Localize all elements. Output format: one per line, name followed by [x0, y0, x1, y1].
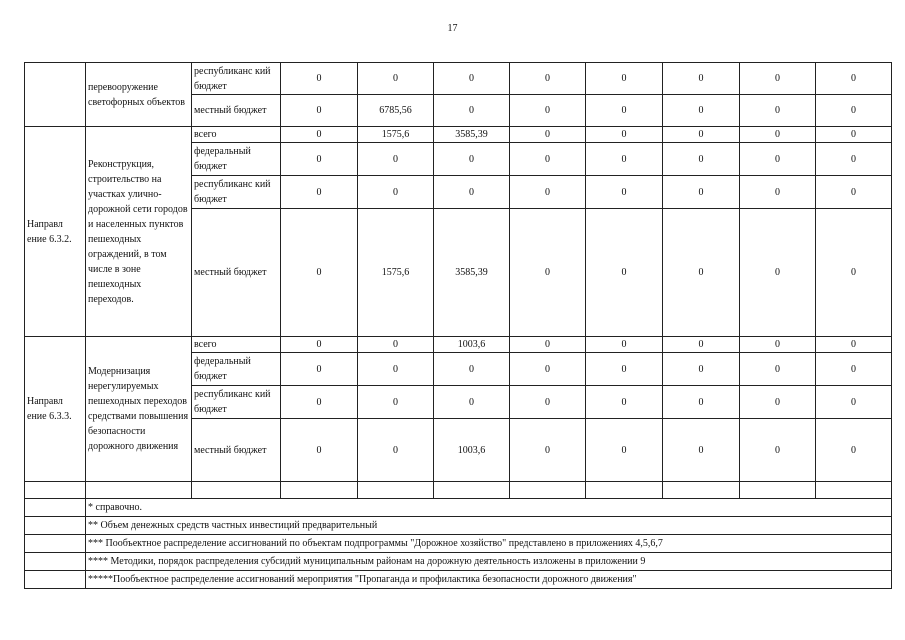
empty-cell	[25, 482, 86, 499]
budget-table	[24, 62, 892, 589]
value-cell: 0	[740, 127, 816, 143]
value-cell: 0	[816, 63, 892, 95]
value-cell: 1575,6	[358, 127, 434, 143]
value-cell: 0	[510, 386, 586, 419]
value-cell: 0	[740, 353, 816, 386]
value-cell: 0	[510, 95, 586, 127]
footnote-spacer-cell	[25, 499, 86, 517]
value-cell: 0	[586, 95, 663, 127]
empty-cell	[86, 482, 192, 499]
direction-cell	[25, 63, 86, 127]
value-cell: 0	[586, 353, 663, 386]
footnote-text: **** Методики, порядок распределения субсидий муниципальным районам на дорожную деятельность изложены в приложении 9	[86, 553, 892, 571]
table-row	[25, 127, 892, 143]
value-cell: 0	[816, 209, 892, 337]
value-cell: 0	[740, 176, 816, 209]
value-cell: 3585,39	[434, 127, 510, 143]
value-cell: 0	[281, 63, 358, 95]
value-cell: 0	[434, 386, 510, 419]
value-cell: 0	[586, 63, 663, 95]
footnote-spacer-cell	[25, 571, 86, 589]
value-cell: 0	[663, 419, 740, 482]
value-cell: 0	[740, 386, 816, 419]
value-cell: 0	[816, 353, 892, 386]
value-cell: 0	[510, 209, 586, 337]
value-cell: 0	[816, 386, 892, 419]
value-cell: 0	[586, 127, 663, 143]
empty-cell	[740, 482, 816, 499]
value-cell: 0	[586, 176, 663, 209]
value-cell: 0	[434, 143, 510, 176]
value-cell: 1575,6	[358, 209, 434, 337]
direction-cell: Направл ение 6.3.2.	[25, 127, 86, 337]
value-cell: 0	[663, 337, 740, 353]
value-cell: 0	[816, 143, 892, 176]
value-cell: 0	[663, 209, 740, 337]
value-cell: 0	[510, 127, 586, 143]
value-cell: 0	[816, 95, 892, 127]
value-cell: 0	[510, 337, 586, 353]
value-cell: 0	[816, 176, 892, 209]
footnote-row	[25, 571, 892, 589]
value-cell: 0	[816, 337, 892, 353]
measure-name-cell: Реконструкция, строительство на участках улично-дорожной сети городов и населенных пунктов пешеходных ограждений, в том числе в зоне пешеходных переходов.	[86, 127, 192, 337]
footnote-spacer-cell	[25, 535, 86, 553]
value-cell: 0	[281, 95, 358, 127]
empty-cell	[358, 482, 434, 499]
value-cell: 0	[281, 386, 358, 419]
page-number: 17	[447, 23, 458, 34]
funding-source-cell: республиканс кий бюджет	[192, 386, 281, 419]
value-cell: 0	[586, 337, 663, 353]
value-cell: 0	[281, 419, 358, 482]
funding-source-cell: республиканс кий бюджет	[192, 176, 281, 209]
funding-source-cell: республиканс кий бюджет	[192, 63, 281, 95]
value-cell: 0	[434, 63, 510, 95]
value-cell: 0	[358, 143, 434, 176]
value-cell: 0	[663, 353, 740, 386]
footnote-text: *****Пообъектное распределение ассигнований мероприятия "Пропаганда и профилактика безопасности дорожного движения"	[86, 571, 892, 589]
funding-source-cell: местный бюджет	[192, 95, 281, 127]
value-cell: 1003,6	[434, 337, 510, 353]
empty-cell	[510, 482, 586, 499]
value-cell: 0	[740, 95, 816, 127]
empty-cell	[434, 482, 510, 499]
footnote-row	[25, 535, 892, 553]
funding-source-cell: местный бюджет	[192, 419, 281, 482]
value-cell: 0	[281, 127, 358, 143]
value-cell: 0	[281, 209, 358, 337]
value-cell: 0	[281, 353, 358, 386]
footnote-row	[25, 499, 892, 517]
measure-name-cell: перевооружение светофорных объектов	[86, 63, 192, 127]
empty-cell	[192, 482, 281, 499]
value-cell: 0	[281, 337, 358, 353]
value-cell: 0	[740, 419, 816, 482]
footnote-spacer-cell	[25, 517, 86, 535]
value-cell: 0	[816, 419, 892, 482]
funding-source-cell: федеральный бюджет	[192, 143, 281, 176]
value-cell: 0	[740, 63, 816, 95]
value-cell: 0	[663, 95, 740, 127]
footnote-text: * справочно.	[86, 499, 892, 517]
value-cell: 0	[510, 353, 586, 386]
value-cell: 0	[586, 209, 663, 337]
value-cell: 0	[663, 63, 740, 95]
value-cell: 0	[586, 143, 663, 176]
value-cell: 0	[358, 386, 434, 419]
value-cell: 0	[740, 209, 816, 337]
value-cell: 0	[281, 176, 358, 209]
measure-name-cell: Модернизация нерегулируемых пешеходных переходов средствами повышения безопасности дорожного движения	[86, 337, 192, 482]
value-cell: 0	[358, 176, 434, 209]
value-cell: 0	[434, 95, 510, 127]
value-cell: 0	[510, 63, 586, 95]
value-cell: 0	[358, 353, 434, 386]
value-cell: 0	[281, 143, 358, 176]
value-cell: 0	[510, 143, 586, 176]
value-cell: 0	[663, 127, 740, 143]
footnote-text: *** Пообъектное распределение ассигнований по объектам подпрограммы "Дорожное хозяйство" представлено в приложениях 4,5,6,7	[86, 535, 892, 553]
value-cell: 0	[358, 63, 434, 95]
funding-source-cell: всего	[192, 337, 281, 353]
funding-source-cell: местный бюджет	[192, 209, 281, 337]
funding-source-cell: федеральный бюджет	[192, 353, 281, 386]
value-cell: 0	[358, 419, 434, 482]
value-cell: 0	[663, 386, 740, 419]
value-cell: 0	[740, 337, 816, 353]
table-row	[25, 337, 892, 353]
direction-cell: Направл ение 6.3.3.	[25, 337, 86, 482]
footnote-text: ** Объем денежных средств частных инвестиций предварительный	[86, 517, 892, 535]
empty-cell	[816, 482, 892, 499]
value-cell: 0	[434, 176, 510, 209]
value-cell: 0	[663, 143, 740, 176]
value-cell: 0	[434, 353, 510, 386]
footnote-row	[25, 517, 892, 535]
value-cell: 3585,39	[434, 209, 510, 337]
value-cell: 1003,6	[434, 419, 510, 482]
funding-source-cell: всего	[192, 127, 281, 143]
value-cell: 0	[740, 143, 816, 176]
value-cell: 0	[586, 386, 663, 419]
value-cell: 0	[663, 176, 740, 209]
footnote-spacer-cell	[25, 553, 86, 571]
table-row	[25, 63, 892, 95]
empty-cell	[663, 482, 740, 499]
value-cell: 0	[358, 337, 434, 353]
empty-row	[25, 482, 892, 499]
value-cell: 6785,56	[358, 95, 434, 127]
empty-cell	[586, 482, 663, 499]
value-cell: 0	[510, 176, 586, 209]
footnote-row	[25, 553, 892, 571]
empty-cell	[281, 482, 358, 499]
value-cell: 0	[510, 419, 586, 482]
value-cell: 0	[816, 127, 892, 143]
value-cell: 0	[586, 419, 663, 482]
